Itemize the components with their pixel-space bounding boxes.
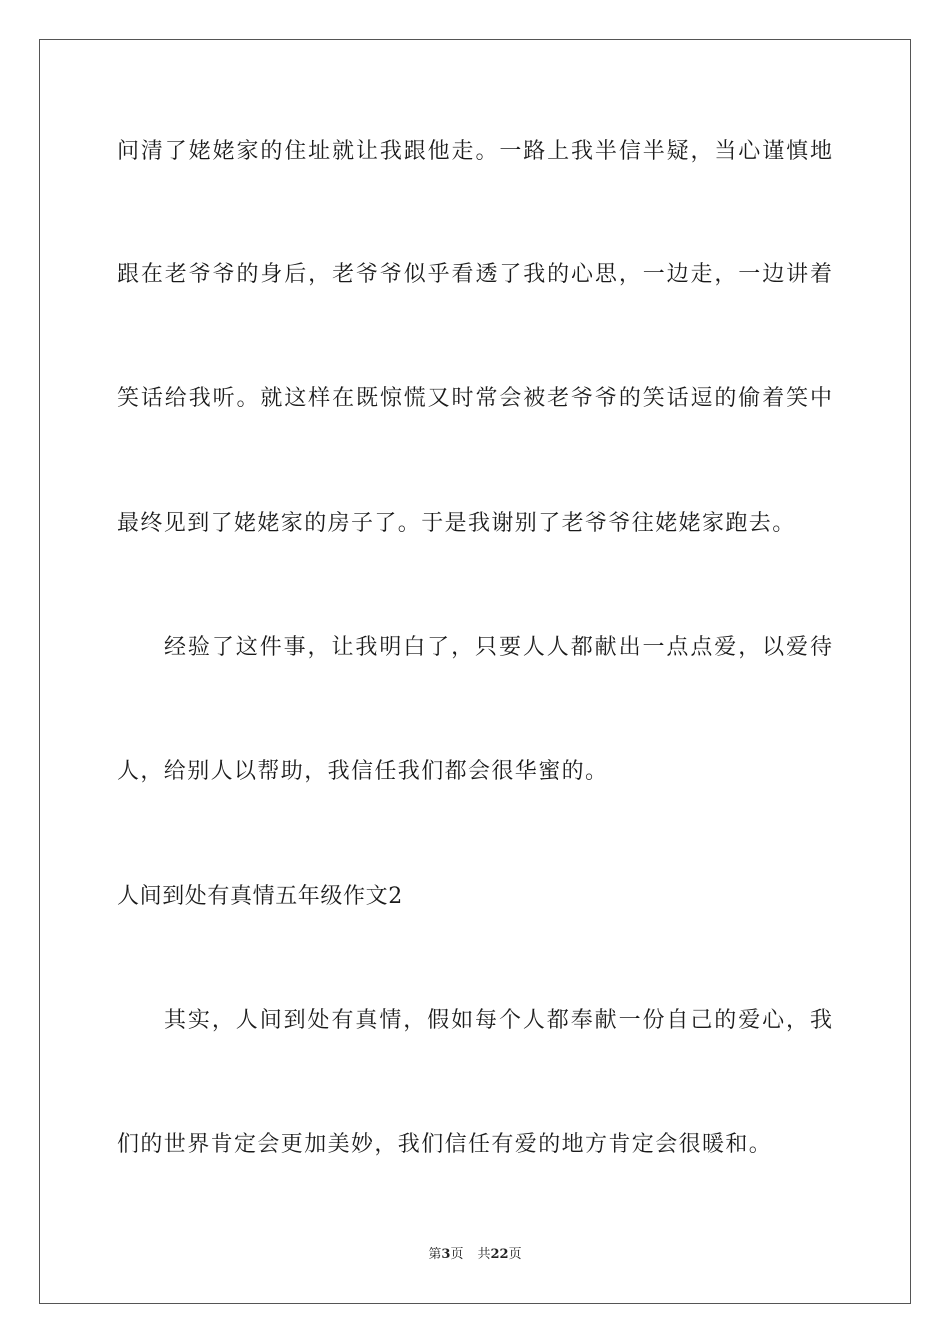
page-border [39, 39, 911, 1304]
body-line-4: 最终见到了姥姥家的房子了。于是我谢别了老爷爷往姥姥家跑去。 [117, 511, 796, 536]
body-line-7: 其实，人间到处有真情，假如每个人都奉献一份自己的爱心，我 [164, 1008, 832, 1033]
body-line-1: 问清了姥姥家的住址就让我跟他走。一路上我半信半疑，当心谨慎地 [117, 139, 832, 164]
body-line-5: 经验了这件事，让我明白了，只要人人都献出一点点爱，以爱待 [164, 635, 832, 660]
body-line-2: 跟在老爷爷的身后，老爷爷似乎看透了我的心思，一边走，一边讲着 [117, 262, 832, 287]
page-suffix: 页 [450, 1247, 464, 1262]
total-prefix: 共 [477, 1247, 491, 1262]
page-number: 3 [441, 1247, 451, 1262]
body-line-8: 们的世界肯定会更加美妙，我们信任有爱的地方肯定会很暖和。 [117, 1132, 773, 1157]
page-footer [0, 1246, 950, 1264]
page-prefix: 第 [428, 1247, 442, 1262]
total-pages: 22 [490, 1247, 509, 1262]
total-suffix: 页 [508, 1247, 522, 1262]
body-line-6: 人，给别人以帮助，我信任我们都会很华蜜的。 [117, 759, 609, 784]
section-heading: 人间到处有真情五年级作文2 [117, 884, 403, 909]
body-line-3: 笑话给我听。就这样在既惊慌又时常会被老爷爷的笑话逗的偷着笑中 [117, 386, 832, 411]
